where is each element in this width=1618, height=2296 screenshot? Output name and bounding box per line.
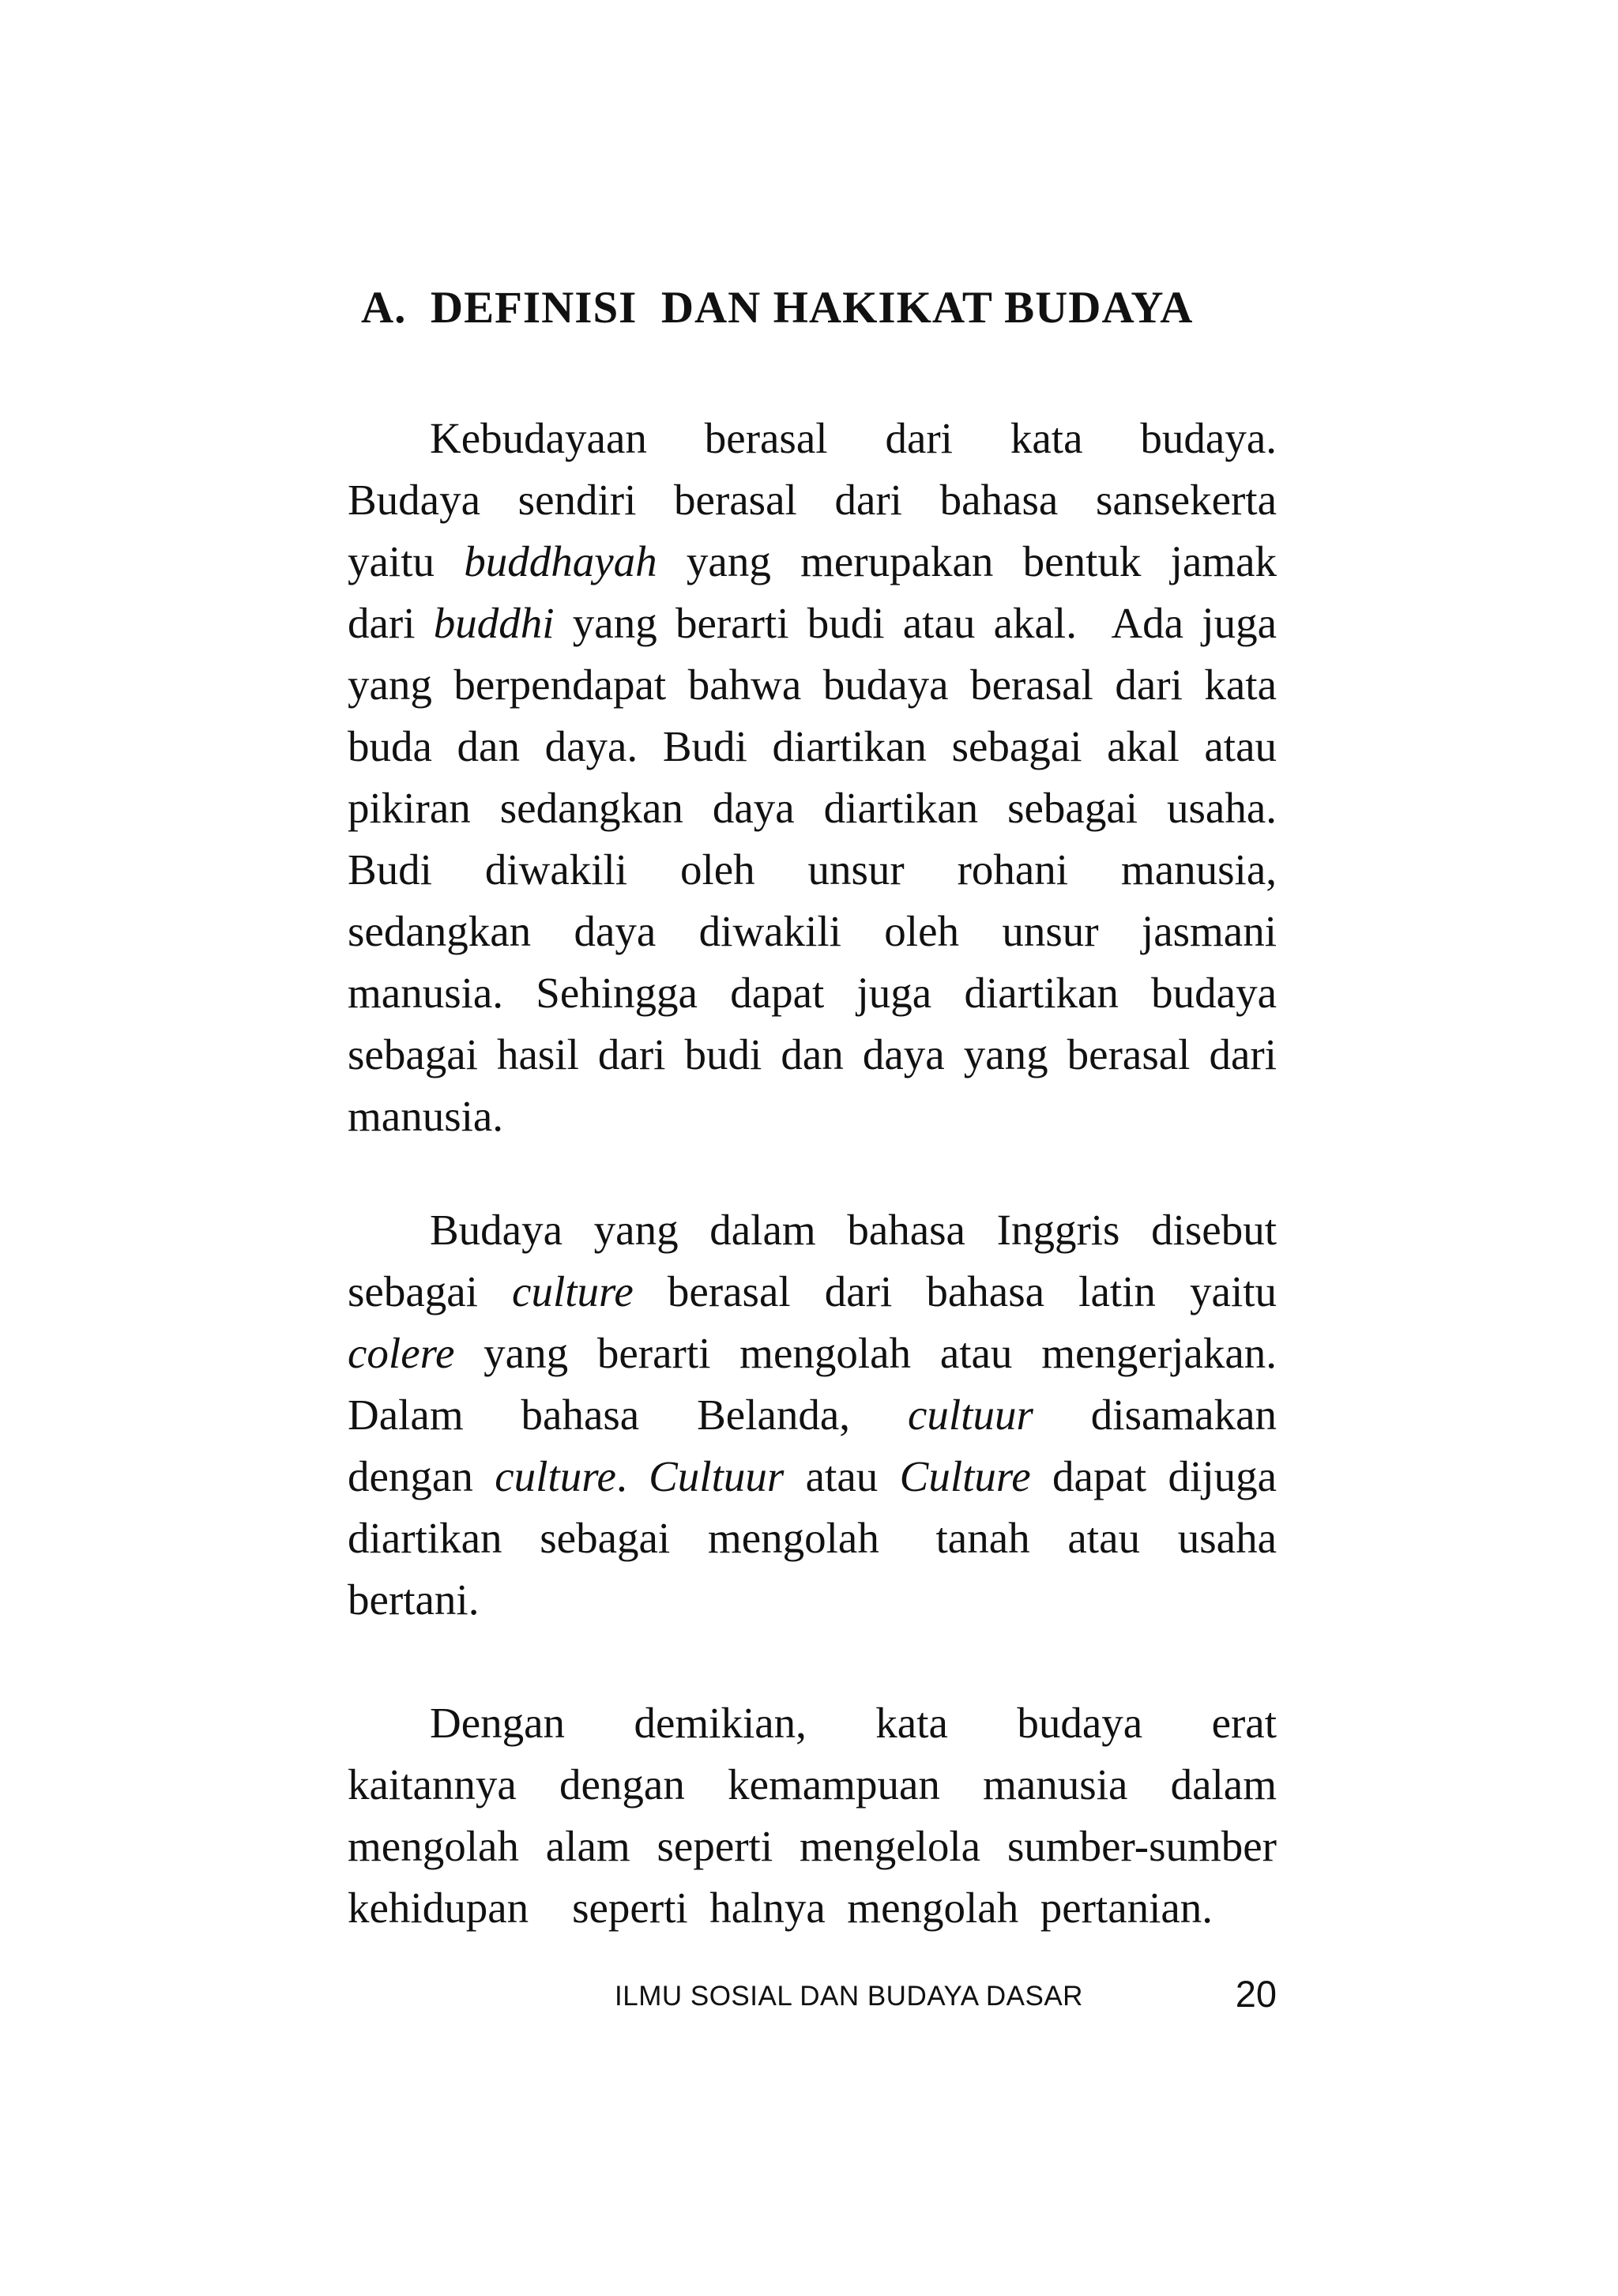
italic-term: buddhi [433,599,555,647]
text-segment: manusia. [348,1092,504,1140]
text-line [348,1384,1277,1446]
text-segment: Dalam bahasa Belanda, [348,1391,908,1439]
paragraph-1 [348,408,1277,1147]
text-line [348,1507,1277,1569]
italic-term: Cultuur [649,1452,785,1500]
text-segment: disamakan [1033,1391,1277,1439]
text-segment: sedangkan daya diwakili oleh unsur jasmani [348,907,1277,955]
text-line [348,839,1277,901]
text-segment: kehidupan seperti halnya mengolah pertanian. [348,1884,1214,1932]
text-segment: bertani. [348,1575,480,1624]
text-segment: buda dan daya. Budi diartikan sebagai akal atau [348,722,1277,770]
text-segment: dengan [348,1452,495,1500]
text-segment: pikiran sedangkan daya diartikan sebagai usaha. [348,784,1277,832]
italic-term: cultuur [907,1391,1033,1439]
text-segment: sebagai [348,1267,513,1315]
text-line [348,408,1277,469]
text-segment: mengolah alam seperti mengelola sumber-sumber [348,1822,1277,1870]
text-segment: Budaya sendiri berasal dari bahasa sansekerta [348,476,1277,524]
text-line [348,1323,1277,1384]
text-line [348,1569,1277,1631]
text-line [348,901,1277,962]
paragraph-3 [348,1692,1277,1939]
section-heading: A. DEFINISI DAN HAKIKAT BUDAYA [361,283,1194,333]
text-segment: . [615,1452,649,1500]
text-line [348,593,1277,654]
text-line [348,1261,1277,1323]
text-line [348,1086,1277,1147]
text-segment: Dengan demikian, kata budaya erat [430,1699,1277,1747]
text-segment: Budi diwakili oleh unsur rohani manusia, [348,845,1277,894]
text-segment: Budaya yang dalam bahasa Inggris disebut [430,1206,1277,1254]
text-line [348,531,1277,593]
text-segment: yang berarti mengolah atau mengerjakan. [454,1329,1277,1377]
italic-term: buddhayah [464,537,657,585]
text-line [348,654,1277,716]
text-segment: yaitu [348,537,465,585]
running-footer-title: ILMU SOSIAL DAN BUDAYA DASAR [615,1981,1083,2012]
text-line [348,962,1277,1024]
text-line [348,1446,1277,1507]
text-segment: kaitannya dengan kemampuan manusia dalam [348,1760,1277,1809]
text-line [348,1816,1277,1877]
text-line [348,1199,1277,1261]
text-segment: yang berarti budi atau akal. Ada juga [554,599,1277,647]
text-line [348,1692,1277,1754]
text-line [348,716,1277,777]
text-line [348,1877,1277,1939]
paragraph-2 [348,1199,1277,1631]
italic-term: culture [495,1452,616,1500]
text-segment: dari [348,599,434,647]
text-segment: manusia. Sehingga dapat juga diartikan budaya [348,969,1277,1017]
text-segment: sebagai hasil dari budi dan daya yang berasal dari [348,1030,1277,1078]
text-segment: yang berpendapat bahwa budaya berasal dari kata [348,661,1277,709]
text-line [348,469,1277,531]
text-line [348,1024,1277,1086]
text-segment: diartikan sebagai mengolah tanah atau usaha [348,1514,1277,1562]
italic-term: colere [348,1329,455,1377]
text-segment: dapat dijuga [1030,1452,1277,1500]
text-segment: atau [784,1452,900,1500]
page-number: 20 [1235,1973,1277,2015]
text-segment: Kebudayaan berasal dari kata budaya. [430,414,1277,462]
italic-term: Culture [899,1452,1031,1500]
text-line [348,777,1277,839]
text-segment: berasal dari bahasa latin yaitu [633,1267,1277,1315]
text-line [348,1754,1277,1816]
italic-term: culture [512,1267,634,1315]
text-segment: yang merupakan bentuk jamak [657,537,1277,585]
